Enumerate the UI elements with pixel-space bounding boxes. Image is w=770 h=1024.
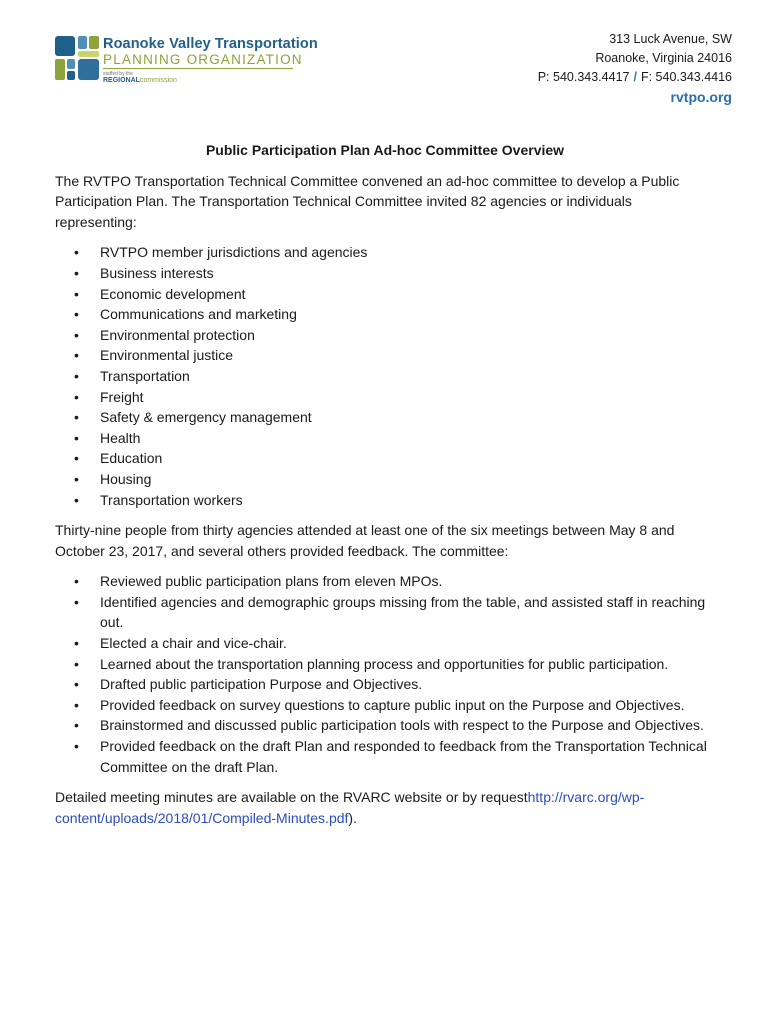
logo-line2: PLANNING ORGANIZATION — [103, 52, 303, 67]
list-item — [55, 366, 715, 387]
intro-paragraph: The RVTPO Transportation Technical Committee convened an ad-hoc committee to develop a Public Participation Plan. The Transportation Technical Committee invited 82 agencies or individuals representing: — [55, 172, 680, 230]
address-street: 313 Luck Avenue, SW — [609, 32, 732, 46]
rvtpo-logo-mark-icon — [55, 36, 99, 80]
bullet-icon: • — [74, 388, 79, 405]
list-item — [55, 263, 715, 284]
list-item — [55, 407, 715, 428]
contact-numbers — [538, 68, 732, 87]
bullet-icon: • — [74, 450, 79, 467]
list-item — [55, 284, 715, 305]
list-item — [55, 387, 715, 408]
logo-divider — [103, 68, 293, 69]
list-item — [55, 490, 715, 511]
attendance-paragraph: Thirty-nine people from thirty agencies attended at least one of the six meetings between May 8 and October 23, 2017, and several others provided feedback. The committee: — [55, 522, 675, 559]
list-item-text: Freight — [100, 388, 144, 405]
list-item-text: Safety & emergency management — [100, 409, 312, 426]
list-item-text: Provided feedback on survey questions to capture public input on the Purpose and Objectives. — [100, 696, 685, 713]
list-item — [55, 469, 715, 490]
bullet-icon: • — [74, 573, 79, 590]
list-item-text: Learned about the transportation planning process and opportunities for public participation. — [100, 655, 669, 672]
bullet-icon: • — [74, 264, 79, 281]
phone-number: P: 540.343.4417 — [537, 70, 630, 84]
list-item — [55, 345, 715, 366]
bullet-icon: • — [74, 470, 79, 487]
list-item-text: Housing — [100, 470, 152, 487]
logo-line4 — [103, 77, 318, 85]
bullet-icon: • — [74, 326, 79, 343]
bullet-icon: • — [74, 306, 79, 323]
list-item — [55, 674, 715, 695]
bullet-icon: • — [74, 738, 79, 755]
logo-line3: staffed by the — [103, 71, 133, 77]
contact-separator: / — [633, 70, 637, 84]
list-item — [55, 715, 715, 736]
closing-end: ). — [348, 809, 357, 826]
document-title: Public Participation Plan Ad-hoc Committee Overview — [205, 142, 565, 158]
list-item-text: Reviewed public participation plans from eleven MPOs. — [100, 573, 443, 590]
website-link[interactable]: rvtpo.org — [670, 89, 732, 105]
list-item-text: Brainstormed and discussed public participation tools with respect to the Purpose and Objectives. — [100, 717, 704, 734]
list-item — [55, 695, 715, 716]
bullet-icon: • — [74, 367, 79, 384]
closing-text: Detailed meeting minutes are available on the RVARC website or by request — [55, 789, 528, 806]
bullet-icon: • — [74, 244, 79, 261]
list-item-text: Provided feedback on the draft Plan and responded to feedback from the Transportation Technical Committee on the draft Plan. — [100, 738, 707, 775]
list-item — [55, 736, 715, 777]
list-item-text: Communications and marketing — [100, 306, 297, 323]
list-item-text: Business interests — [100, 264, 214, 281]
list-item — [55, 448, 715, 469]
list-item — [55, 428, 715, 449]
bullet-icon: • — [74, 409, 79, 426]
bullet-icon: • — [74, 285, 79, 302]
bullet-icon: • — [74, 491, 79, 508]
list-item-text: Environmental justice — [100, 347, 234, 364]
list-item-text: Drafted public participation Purpose and Objectives. — [100, 676, 423, 693]
list-item-text: Economic development — [100, 285, 246, 302]
bullet-icon: • — [74, 429, 79, 446]
list-item — [55, 592, 715, 633]
minutes-link[interactable]: http://rvarc.org/wp-content/uploads/2018/01/Compiled-Minutes.pdf — [55, 789, 645, 826]
bullet-icon: • — [74, 655, 79, 672]
list-item — [55, 304, 715, 325]
logo-regional: REGIONAL — [103, 77, 140, 84]
bullet-icon: • — [74, 347, 79, 364]
list-item — [55, 325, 715, 346]
bullet-icon: • — [74, 696, 79, 713]
list-item-text: Education — [100, 450, 163, 467]
list-item-text: Health — [100, 429, 141, 446]
list-item-text: Elected a chair and vice-chair. — [100, 635, 287, 652]
logo-wordmark — [103, 36, 318, 85]
bullet-icon: • — [74, 635, 79, 652]
fax-number: F: 540.343.4416 — [640, 70, 732, 84]
list-item-text: Transportation workers — [100, 491, 243, 508]
list-item — [55, 242, 715, 263]
representing-list — [55, 242, 715, 510]
list-item-text: Environmental protection — [100, 326, 255, 343]
list-item — [55, 571, 715, 592]
logo-commission: commission — [139, 77, 177, 84]
list-item-text: RVTPO member jurisdictions and agencies — [100, 244, 368, 261]
bullet-icon: • — [74, 676, 79, 693]
activities-list — [55, 571, 715, 777]
closing-paragraph — [55, 787, 715, 828]
address-city: Roanoke, Virginia 24016 — [595, 51, 732, 65]
list-item — [55, 654, 715, 675]
bullet-icon: • — [74, 593, 79, 610]
list-item-text: Transportation — [100, 367, 190, 384]
logo-line1: Roanoke Valley Transportation — [103, 36, 318, 52]
list-item-text: Identified agencies and demographic groups missing from the table, and assisted staff in reaching out. — [100, 593, 706, 631]
address-block — [538, 30, 732, 107]
bullet-icon: • — [74, 717, 79, 734]
document-body — [55, 140, 715, 838]
list-item — [55, 633, 715, 654]
rvtpo-logo — [55, 36, 318, 84]
